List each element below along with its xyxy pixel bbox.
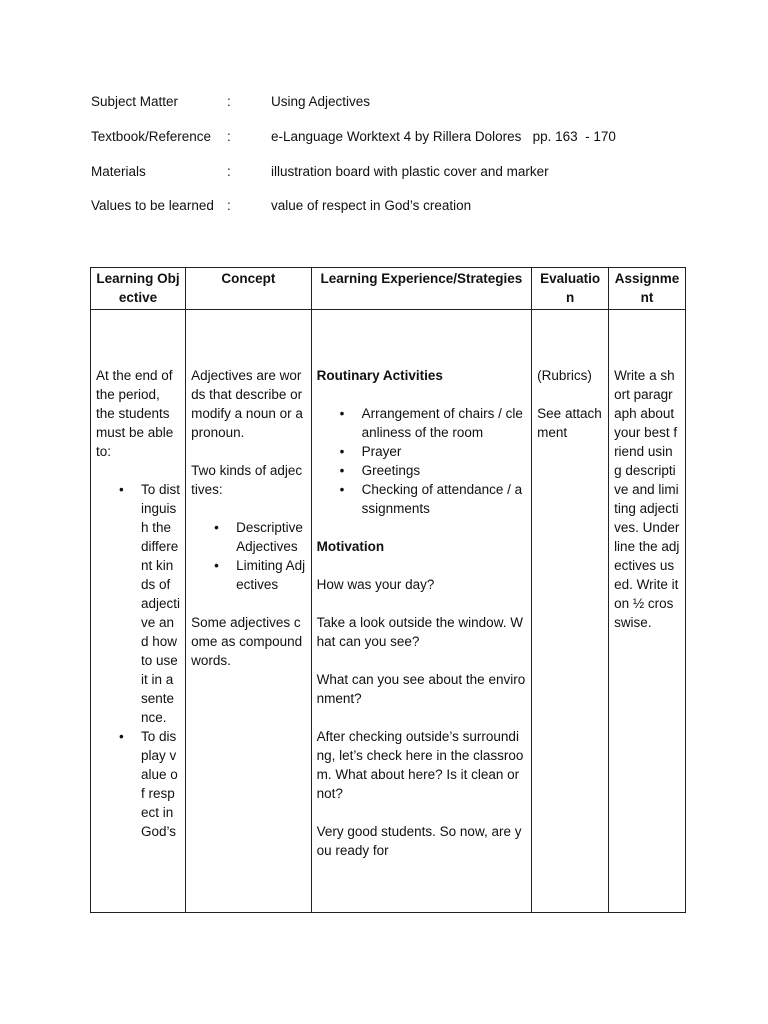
values-value: value of respect in God’s creation	[271, 198, 472, 213]
evaluation-cell	[532, 310, 609, 913]
motivation-title: • Motivation	[317, 537, 527, 556]
strategies-list	[317, 366, 527, 385]
colon: :	[227, 198, 231, 213]
concept-kinds-intro: Two kinds of adjectives:	[191, 463, 303, 497]
header-assignment: Assignment	[609, 268, 686, 310]
routine-list	[317, 404, 527, 518]
values-label: Values to be learned	[91, 198, 214, 213]
colon: :	[227, 129, 231, 144]
materials-label: Materials	[91, 164, 146, 179]
table-header-row	[91, 268, 686, 310]
list-item: • Greetings	[362, 461, 527, 480]
list-item: • Very good students. So now, are you ready for	[317, 822, 527, 860]
header-learning-objective: Learning Objective	[91, 268, 186, 310]
table-row	[91, 310, 686, 913]
routine-title: • Routinary Activities	[317, 366, 527, 385]
evaluation-rubrics: (Rubrics)	[537, 368, 592, 383]
list-item: • Descriptive Adjectives	[236, 518, 305, 556]
list-item: • Arrangement of chairs / cleanliness of the room	[362, 404, 527, 442]
assignment-cell	[609, 310, 686, 913]
objective-cell	[91, 310, 186, 913]
colon: :	[227, 164, 231, 179]
list-item: • To display value of respect in God’s	[141, 727, 180, 841]
concept-cell	[186, 310, 311, 913]
header-strategies: Learning Experience/Strategies	[311, 268, 532, 310]
motivation-list	[317, 537, 527, 860]
assignment-text: Write a short paragraph about your best friend using descriptive and limiting adjectives. Underline the adjectives used. Write it on ½ crosswise.	[614, 368, 680, 630]
list-item: • How was your day?	[317, 575, 527, 594]
evaluation-attachment: See attachment	[537, 406, 602, 440]
concept-compound-note: Some adjectives come as compound words.	[191, 615, 303, 668]
objective-intro: At the end of the period, the students must be able to:	[96, 368, 174, 459]
subject-matter-value: Using Adjectives	[271, 94, 371, 109]
list-item: • After checking outside’s surrounding, let’s check here in the classroom. What about here? Is it clean or not?	[317, 727, 527, 803]
header-concept: Concept	[186, 268, 311, 310]
list-item: • Prayer	[362, 442, 527, 461]
textbook-value: e-Language Worktext 4 by Rillera Dolores pp. 163 - 170	[271, 129, 616, 144]
textbook-label: Textbook/Reference	[91, 129, 212, 144]
list-item: • Limiting Adjectives	[236, 556, 305, 594]
list-item: • What can you see about the environment?	[317, 670, 527, 708]
concept-definition: Adjectives are words that describe or modify a noun or a pronoun.	[191, 368, 303, 440]
header-evaluation: Evaluation	[532, 268, 609, 310]
colon: :	[227, 94, 231, 109]
list-item: • Checking of attendance / assignments	[362, 480, 527, 518]
list-item: • Take a look outside the window. What can you see?	[317, 613, 527, 651]
subject-matter-label: Subject Matter	[91, 94, 179, 109]
objective-list	[96, 480, 180, 841]
strategies-cell	[311, 310, 532, 913]
materials-value: illustration board with plastic cover and marker	[271, 164, 549, 179]
lesson-plan-table	[90, 267, 686, 913]
concept-kinds-list	[191, 518, 305, 594]
list-item: • To distinguish the different kinds of adjective and how to use it in a sentence.	[141, 480, 180, 727]
